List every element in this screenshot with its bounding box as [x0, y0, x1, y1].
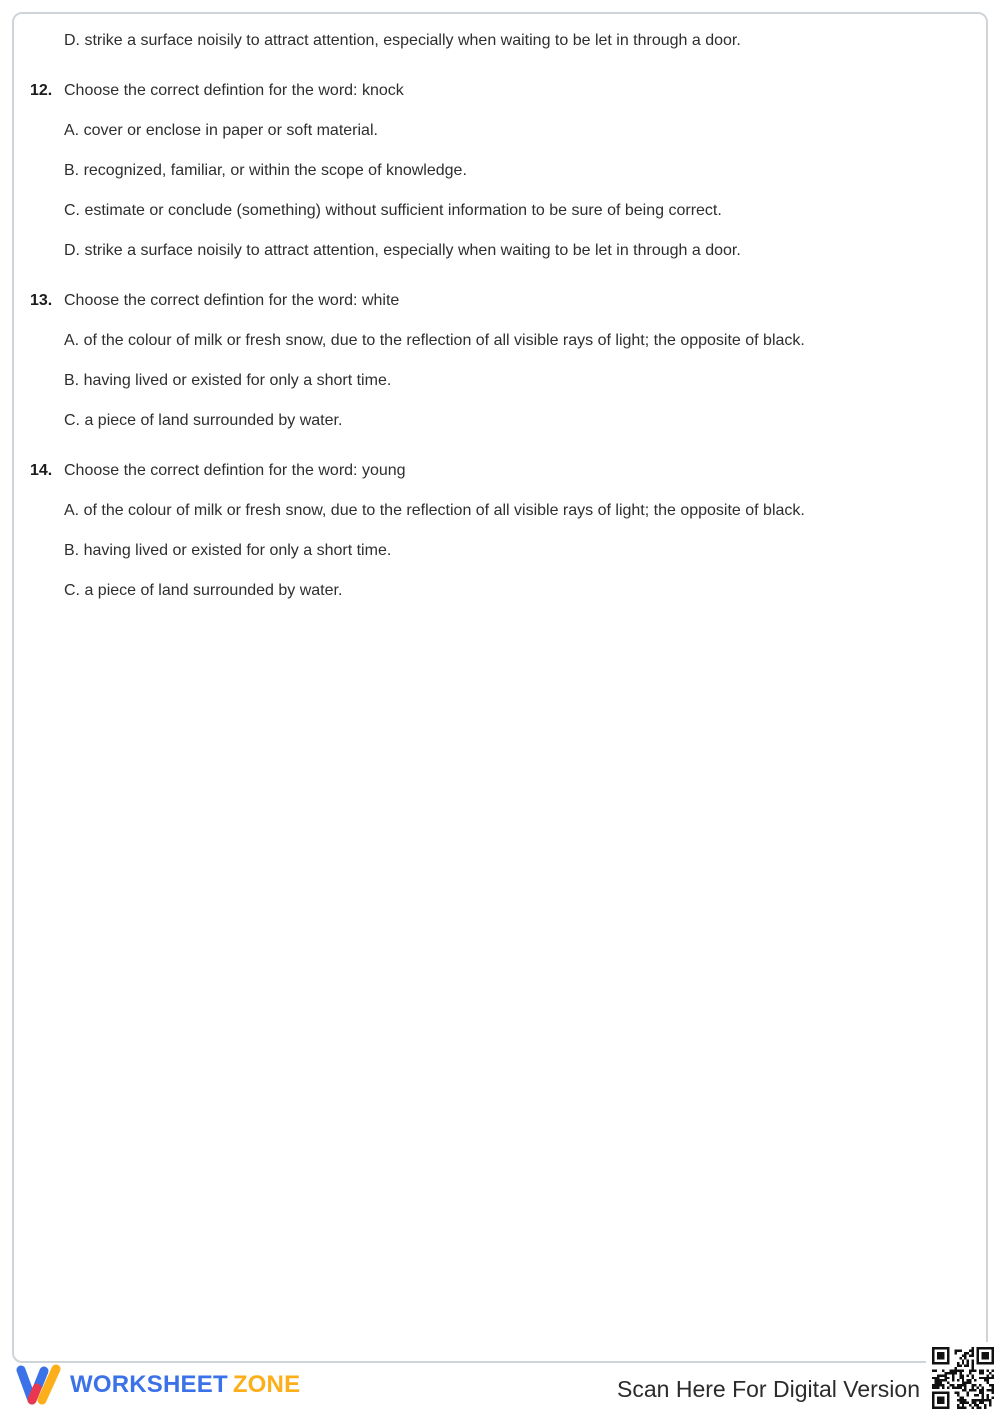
option-label: C.: [64, 582, 80, 599]
question-block-13: [30, 281, 970, 441]
scan-here-label: Scan Here For Digital Version: [617, 1376, 920, 1402]
question-number: 14.: [30, 462, 53, 479]
option-label: A.: [64, 332, 80, 349]
question-block-14: [30, 451, 970, 611]
option-label: C.: [64, 202, 80, 219]
option-text: cover or enclose in paper or soft material.: [83, 122, 378, 139]
option-text: having lived or existed for only a short time.: [83, 372, 392, 389]
option-row: [64, 491, 970, 531]
option-label: B.: [64, 372, 80, 389]
option-label: D.: [64, 32, 80, 49]
question-prompt: Choose the correct defintion for the word: knock: [64, 82, 404, 99]
question-row: [30, 281, 970, 321]
brand-name: [70, 1362, 300, 1408]
option-label: B.: [64, 162, 80, 179]
option-text: having lived or existed for only a short time.: [83, 542, 392, 559]
option-row: [64, 231, 970, 271]
option-text: strike a surface noisily to attract attention, especially when waiting to be let in through a door.: [84, 32, 741, 49]
option-row: [64, 571, 970, 611]
worksheetzone-logo-icon: [14, 1362, 64, 1408]
question-prompt: Choose the correct defintion for the word: white: [64, 292, 400, 309]
option-label: A.: [64, 122, 80, 139]
option-row: [64, 401, 970, 441]
option-label: B.: [64, 542, 80, 559]
qr-code-icon: [926, 1342, 1000, 1414]
option-text: of the colour of milk or fresh snow, due to the reflection of all visible rays of light; the opposite of black.: [83, 332, 805, 349]
option-row: [64, 321, 970, 361]
option-text: a piece of land surrounded by water.: [84, 582, 343, 599]
brand: [14, 1362, 300, 1408]
question-block-12: [30, 71, 970, 271]
question-number: 12.: [30, 82, 53, 99]
option-row: [64, 111, 970, 151]
option-row: [64, 361, 970, 401]
option-row: [64, 151, 970, 191]
question-row: [30, 451, 970, 491]
option-label: D.: [64, 242, 80, 259]
page-footer: [0, 1344, 1000, 1414]
option-text: a piece of land surrounded by water.: [84, 412, 343, 429]
option-text: of the colour of milk or fresh snow, due to the reflection of all visible rays of light; the opposite of black.: [83, 502, 805, 519]
option-row: [64, 191, 970, 231]
option-label: C.: [64, 412, 80, 429]
brand-name-zone: ZONE: [232, 1371, 301, 1398]
question-number: 13.: [30, 292, 53, 309]
option-text: estimate or conclude (something) without sufficient information to be sure of being correct.: [84, 202, 722, 219]
worksheet-card: [12, 12, 988, 1363]
option-text: strike a surface noisily to attract attention, especially when waiting to be let in through a door.: [84, 242, 741, 259]
brand-name-worksheet: WORKSHEET: [70, 1371, 228, 1398]
option-label: A.: [64, 502, 80, 519]
option-row: [64, 21, 970, 61]
option-text: recognized, familiar, or within the scope of knowledge.: [83, 162, 467, 179]
question-block-carryover: [30, 21, 970, 61]
question-row: [30, 71, 970, 111]
question-prompt: Choose the correct defintion for the word: young: [64, 462, 406, 479]
option-row: [64, 531, 970, 571]
